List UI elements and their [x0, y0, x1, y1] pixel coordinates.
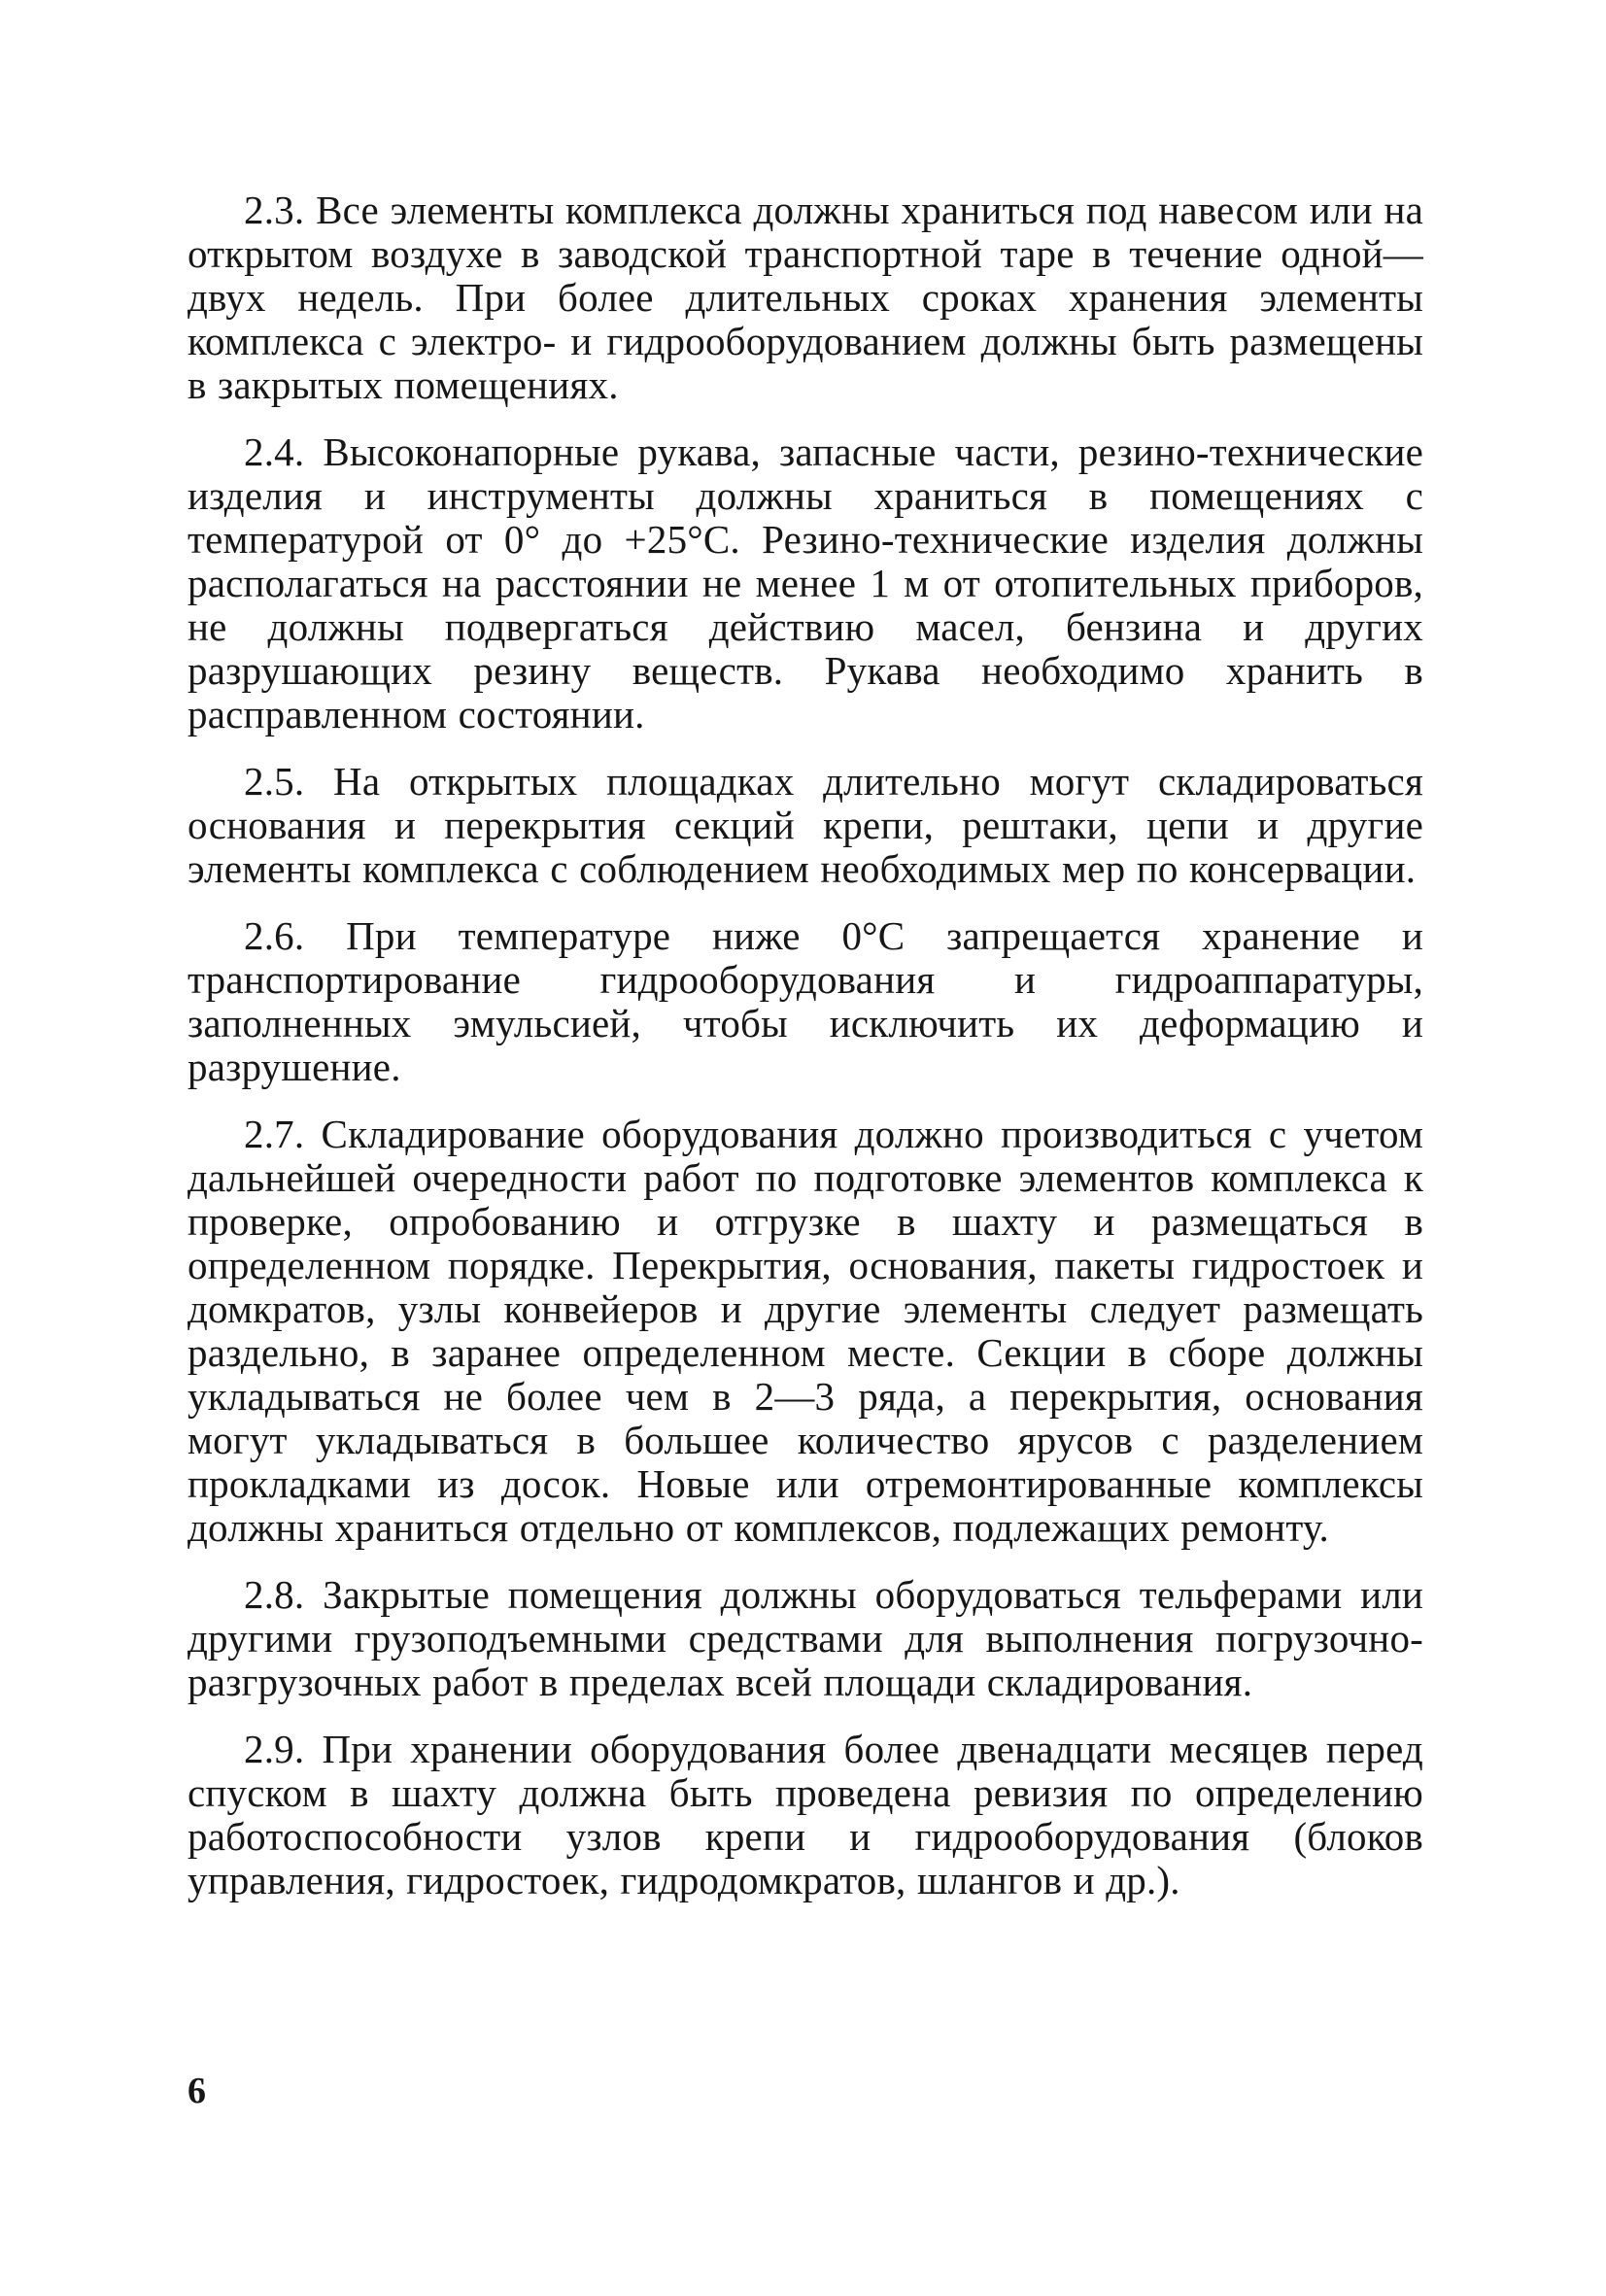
paragraph-2-7 — [188, 1113, 1423, 1550]
paragraph-2-8 — [188, 1573, 1423, 1704]
paragraph-text: Складирование оборудования должно производиться с учетом дальнейшей очередности работ по подготовке элементов комплекса к проверке, опробованию и отгрузке в шахту и размещаться в определенном порядке. Перекрытия, основания, пакеты гидростоек и домкратов, узлы конвейеров и другие элементы следует размещать раздельно, в заранее определенном месте. Секции в сборе должны укладываться не более чем в 2—3 ряда, а перекрытия, основания могут укладываться в большее количество ярусов с разделением прокладками из досок. Новые или отремонтированные комплексы должны храниться отдельно от комплексов, подлежащих ремонту. — [188, 1112, 1424, 1550]
paragraph-text: Все элементы комплекса должны храниться под навесом или на открытом воздухе в заводской транспортной таре в течение одной—двух недель. При более длительных сроках хранения элементы комплекса с электро- и гидрооборудованием должны быть размещены в закрытых помещениях. — [188, 188, 1424, 407]
paragraph-text: Высоконапорные рукава, запасные части, резино-технические изделия и инструменты должны храниться в помещениях с температурой от 0° до +25°С. Резино-технические изделия должны располагаться на расстоянии не менее 1 м от отопительных приборов, не должны подвергаться действию масел, бензина и других разрушающих резину веществ. Рукава необходимо хранить в расправленном состоянии. — [188, 429, 1423, 737]
paragraph-number: 2.5. — [244, 759, 305, 804]
paragraph-2-4 — [188, 430, 1423, 737]
paragraph-number: 2.6. — [244, 913, 305, 958]
paragraph-text: На открытых площадках длительно могут складироваться основания и перекрытия секций крепи, рештаки, цепи и другие элементы комплекса с соблюдением необходимых мер по консервации. — [188, 759, 1423, 891]
paragraph-text: Закрытые помещения должны оборудоваться тельферами или другими грузоподъемными средствами для выполнения погрузочно-разгрузочных работ в пределах всей площади складирования. — [188, 1572, 1424, 1704]
paragraph-text: При хранении оборудования более двенадцати месяцев перед спуском в шахту должна быть проведена ревизия по определению работоспособности узлов крепи и гидрооборудования (блоков управления, гидростоек, гидродомкратов, шлангов и др.). — [188, 1727, 1423, 1902]
paragraph-number: 2.9. — [244, 1727, 305, 1771]
paragraph-number: 2.7. — [244, 1112, 305, 1156]
paragraph-2-5 — [188, 760, 1423, 891]
paragraph-number: 2.4. — [244, 429, 305, 474]
paragraph-2-3 — [188, 188, 1423, 407]
paragraph-number: 2.3. — [244, 188, 305, 232]
page-number: 6 — [188, 2071, 206, 2111]
paragraph-number: 2.8. — [244, 1572, 305, 1617]
paragraph-2-6 — [188, 914, 1423, 1089]
paragraph-text: При температуре ниже 0°С запрещается хранение и транспортирование гидрооборудования и гидроаппаратуры, заполненных эмульсией, чтобы исключить их деформацию и разрушение. — [188, 913, 1424, 1089]
document-body — [188, 188, 1423, 1926]
paragraph-2-9 — [188, 1728, 1423, 1902]
